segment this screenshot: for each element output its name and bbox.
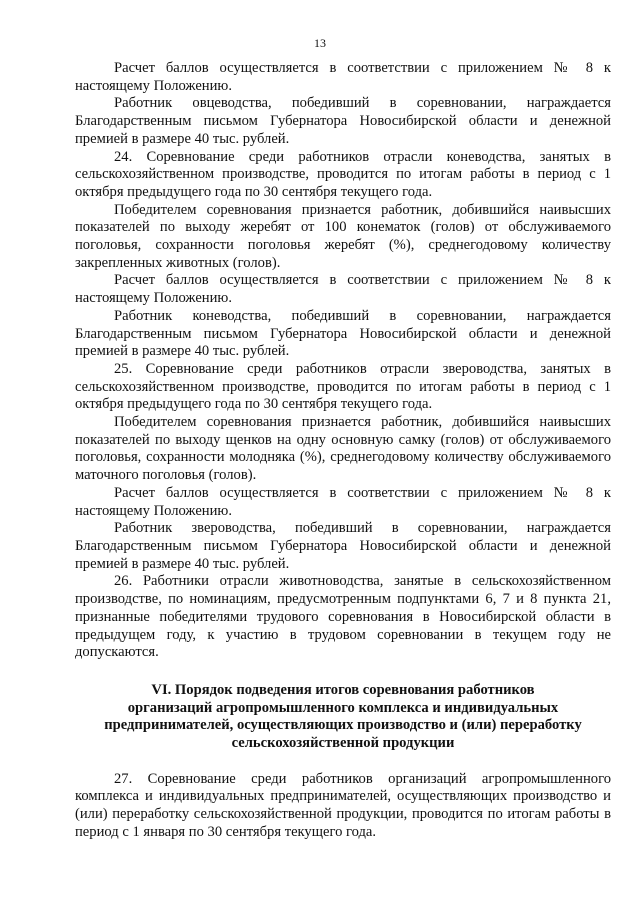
paragraph: Победителем соревнования признается работник, добившийся наивысших показателей по выходу щенков на одну основную самку (голов) от обслуживаемого поголовья, сохранности молодняка (%), среднегодовому количеству обслуживаемого маточного поголовья (голов). bbox=[75, 414, 611, 484]
paragraph: Победителем соревнования признается работник, добившийся наивысших показателей по выходу жеребят от 100 конематок (голов) от обслуживаемого поголовья, сохранности поголовья жеребят (%), среднегодовому количеству закрепленных животных (голов). bbox=[75, 201, 611, 271]
paragraph: Работник звероводства, победивший в соревновании, награждается Благодарственным письмом Губернатора Новосибирской области и денежной премией в размере 40 тыс. рублей. bbox=[75, 520, 611, 572]
paragraph: 25. Соревнование среди работников отрасли звероводства, занятых в сельскохозяйственном производстве, проводится по итогам работы в период с 1 октября предыдущего года по 30 сентября текущего года. bbox=[75, 360, 611, 413]
section-heading-line: организаций агропромышленного комплекса и индивидуальных bbox=[127, 699, 559, 716]
section-heading-line: VI. Порядок подведения итогов соревнования работников bbox=[151, 681, 535, 698]
page-number: 13 bbox=[314, 36, 326, 50]
paragraph: 26. Работники отрасли животноводства, занятые в сельскохозяйственном производстве, по номинациям, предусмотренным подпунктами 6, 7 и 8 пункта 21, признанные победителями трудового соревнования в Новосибирской области в предыдущем году, к участию в трудовом соревновании в текущем году не допускаются. bbox=[75, 573, 611, 661]
paragraph: Расчет баллов осуществляется в соответствии с приложением № 8 к настоящему Положению. bbox=[75, 60, 611, 94]
section-heading-line: предпринимателей, осуществляющих производство и (или) переработку bbox=[104, 717, 582, 734]
paragraph: Расчет баллов осуществляется в соответствии с приложением № 8 к настоящему Положению. bbox=[75, 272, 611, 307]
paragraph: Расчет баллов осуществляется в соответствии с приложением № 8 к настоящему Положению. bbox=[75, 484, 611, 519]
paragraph: 27. Соревнование среди работников организаций агропромышленного комплекса и индивидуальных предпринимателей, осуществляющих производство и (или) переработку сельскохозяйственной продукции, проводится по итогам работы в период с 1 января по 30 сентября текущего года. bbox=[75, 770, 611, 840]
section-heading bbox=[75, 682, 611, 753]
document-body bbox=[75, 60, 611, 842]
paragraph: Работник овцеводства, победивший в соревновании, награждается Благодарственным письмом Губернатора Новосибирской области и денежной премией в размере 40 тыс. рублей. bbox=[75, 95, 611, 147]
paragraph: Работник коневодства, победивший в соревновании, награждается Благодарственным письмом Губернатора Новосибирской области и денежной премией в размере 40 тыс. рублей. bbox=[75, 307, 611, 360]
paragraph: 24. Соревнование среди работников отрасли коневодства, занятых в сельскохозяйственном производстве, проводится по итогам работы в период с 1 октября предыдущего года по 30 сентября текущего года. bbox=[75, 148, 611, 200]
section-heading-line: сельскохозяйственной продукции bbox=[231, 735, 455, 752]
